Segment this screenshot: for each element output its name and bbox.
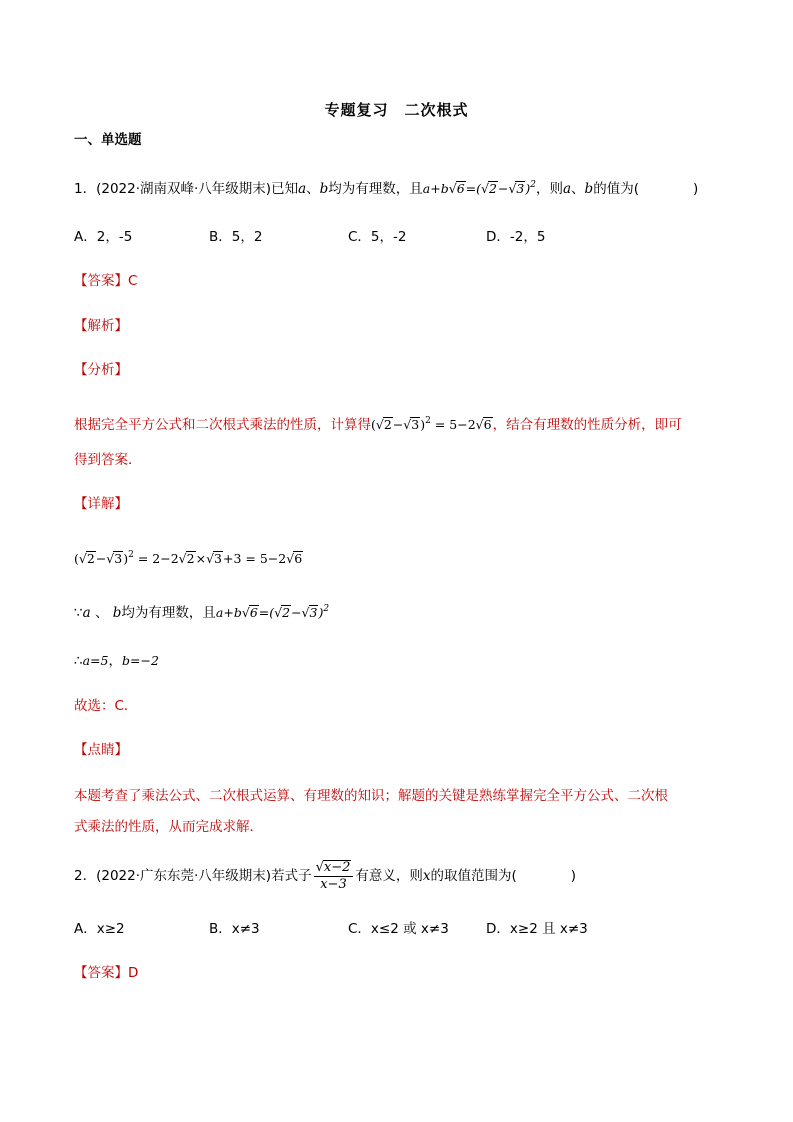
question-1-stem: 1．(2022·湖南双峰·八年级期末)已知a、b均为有理数，且$a+b√6=(√2-√3)^2$，则a、b的值为( )	[74, 180, 699, 197]
option-d[interactable]: D．x≥2 且 x≠3	[486, 921, 588, 937]
answer-line-2	[74, 964, 138, 982]
question-2-options	[74, 920, 674, 938]
analysis-tag: 【解析】	[74, 318, 128, 334]
answer-tag: 【答案】	[74, 273, 128, 289]
question-source: (2022·广东东莞·八年级期末)	[96, 868, 272, 884]
option-d[interactable]: D．-2，5	[486, 229, 546, 245]
math-expression: $a+b√6=(√2-√3)^2$	[422, 180, 536, 196]
option-c[interactable]: C．5，-2	[348, 229, 407, 245]
question-number: 2．	[74, 868, 97, 884]
question-number: 1．	[74, 181, 97, 197]
answer-value: D	[128, 965, 139, 981]
comment-tag: 【点睛】	[74, 742, 128, 758]
detail-tag: 【详解】	[74, 496, 128, 512]
option-c[interactable]: C．x≤2 或 x≠3	[348, 921, 449, 937]
fenxi-line-1: 根据完全平方公式和二次根式乘法的性质，计算得$(√2-√3)^2 = 5-2√6$，结合有理数的性质分析，即可	[74, 416, 682, 433]
detail-equation-1: $(√2-√3)^2 = 2-2√2\times√3+3 = 5-2√6$	[74, 550, 303, 566]
fenxi-line-2: 得到答案．	[74, 452, 142, 468]
comment-line-1: 本题考查了乘法公式、二次根式运算、有理数的知识；解题的关键是熟练掌握完全平方公式、二次根	[74, 788, 668, 804]
question-2-stem: 2．(2022·广东东莞·八年级期末)若式子 $\frac{√x-2}{x-3}$ 有意义，则x的取值范围为( )	[74, 859, 577, 892]
fenxi-tag: 【分析】	[74, 362, 128, 378]
detail-line-since: ∵a 、 b均为有理数，且$a+b√6=(√2-√3)^2$	[74, 604, 330, 621]
option-a[interactable]: A．2，-5	[74, 229, 133, 245]
fraction-expression: $\frac{√x-2}{x-3}$	[314, 860, 354, 893]
question-source: (2022·湖南双峰·八年级期末)	[96, 181, 272, 197]
choose-line: 故选：C．	[74, 698, 138, 714]
page-title: 专题复习 二次根式	[324, 101, 469, 119]
option-b[interactable]: B．5，2	[209, 229, 263, 245]
detail-line-therefore: ∴a=5，b=−2	[74, 653, 159, 669]
answer-value: C	[128, 273, 138, 289]
math-expression: $(√2-√3)^2 = 5-2√6$	[371, 416, 492, 432]
question-1-options	[74, 228, 674, 246]
section-heading: 一、单选题	[74, 132, 142, 148]
answer-tag: 【答案】	[74, 965, 128, 981]
math-expression: $a+b√6=(√2-√3)^2$	[215, 604, 330, 620]
option-a[interactable]: A．x≥2	[74, 921, 125, 937]
answer-line	[74, 272, 137, 290]
option-b[interactable]: B．x≠3	[209, 921, 260, 937]
comment-line-2: 式乘法的性质，从而完成求解．	[74, 819, 263, 835]
